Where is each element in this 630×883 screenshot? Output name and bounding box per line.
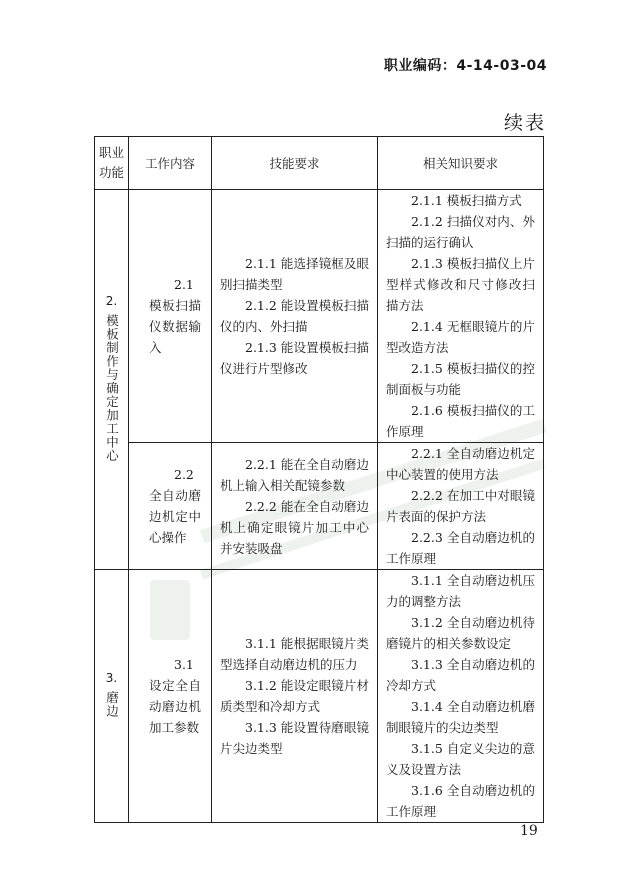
- knowledge-cell: [378, 570, 544, 823]
- skills-cell: [212, 190, 378, 443]
- column-header-skills: 技能要求: [212, 137, 378, 190]
- function-number: 2.: [105, 293, 118, 308]
- table-row: [95, 570, 544, 823]
- function-name: 模板制作与确定加工中心: [104, 313, 120, 463]
- knowledge-cell: [378, 443, 544, 570]
- table-row: [95, 443, 544, 570]
- knowledge-item: 2.1.4 无框眼镜片的片型改造方法: [386, 319, 535, 355]
- continued-label: 续表: [503, 112, 546, 134]
- page-number: 19: [520, 823, 538, 839]
- work-content: 2.1 模板扫描仪数据输入: [149, 277, 201, 355]
- knowledge-cell: [378, 190, 544, 443]
- knowledge-item: 2.1.6 模板扫描仪的工作原理: [386, 403, 535, 439]
- knowledge-item: 2.1.1 模板扫描方式: [411, 193, 522, 208]
- work-content-cell: [129, 443, 212, 570]
- function-cell: [95, 190, 129, 570]
- table-row: [95, 190, 544, 443]
- skill-item: 2.1.1 能选择镜框及眼别扫描类型: [220, 256, 369, 292]
- knowledge-item: 2.2.2 在加工中对眼镜片表面的保护方法: [386, 488, 535, 524]
- skill-item: 3.1.2 能设定眼镜片材质类型和冷却方式: [220, 678, 369, 714]
- column-header-content: 工作内容: [129, 137, 212, 190]
- knowledge-item: 3.1.5 自定义尖边的意义及设置方法: [386, 741, 535, 777]
- skills-cell: [212, 443, 378, 570]
- knowledge-item: 3.1.4 全自动磨边机磨制眼镜片的尖边类型: [386, 699, 535, 735]
- knowledge-item: 2.1.3 模板扫描仪上片型样式修改和尺寸修改扫描方法: [386, 256, 535, 313]
- function-name: 磨边: [104, 691, 120, 718]
- work-content: 3.1 设定全自动磨边机加工参数: [149, 657, 201, 735]
- skill-item: 2.1.2 能设置模板扫描仪的内、外扫描: [220, 298, 369, 334]
- column-header-function: 职业功能: [95, 137, 129, 190]
- column-header-knowledge: 相关知识要求: [378, 137, 544, 190]
- work-content-cell: [129, 190, 212, 443]
- knowledge-item: 2.2.3 全自动磨边机的工作原理: [386, 530, 535, 566]
- knowledge-item: 3.1.6 全自动磨边机的工作原理: [386, 783, 535, 819]
- work-content: 2.2 全自动磨边机定中心操作: [149, 467, 201, 545]
- work-content-cell: [129, 570, 212, 823]
- table-header-row: [95, 137, 544, 190]
- skill-item: 2.2.2 能在全自动磨边机上确定眼镜片加工中心并安装吸盘: [220, 498, 369, 556]
- occupation-code: 职业编码：4-14-03-04: [383, 58, 547, 74]
- knowledge-item: 3.1.2 全自动磨边机待磨镜片的相关参数设定: [386, 615, 535, 651]
- function-number: 3.: [105, 671, 118, 685]
- knowledge-item: 2.1.2 扫描仪对内、外扫描的运行确认: [386, 214, 535, 250]
- skill-item: 3.1.1 能根据眼镜片类型选择自动磨边机的压力: [220, 636, 369, 672]
- knowledge-item: 2.1.5 模板扫描仪的控制面板与功能: [386, 361, 535, 397]
- knowledge-item: 3.1.3 全自动磨边机的冷却方式: [386, 657, 535, 693]
- knowledge-item: 2.2.1 全自动磨边机定中心装置的使用方法: [386, 446, 535, 482]
- skill-item: 3.1.3 能设置待磨眼镜片尖边类型: [220, 720, 369, 756]
- skill-item: 2.2.1 能在全自动磨边机上输入相关配镜参数: [220, 456, 369, 493]
- function-cell: [95, 570, 129, 823]
- skill-item: 2.1.3 能设置模板扫描仪进行片型修改: [220, 340, 369, 376]
- knowledge-item: 3.1.1 全自动磨边机压力的调整方法: [386, 573, 535, 609]
- skill-requirements-table: [94, 136, 544, 823]
- skills-cell: [212, 570, 378, 823]
